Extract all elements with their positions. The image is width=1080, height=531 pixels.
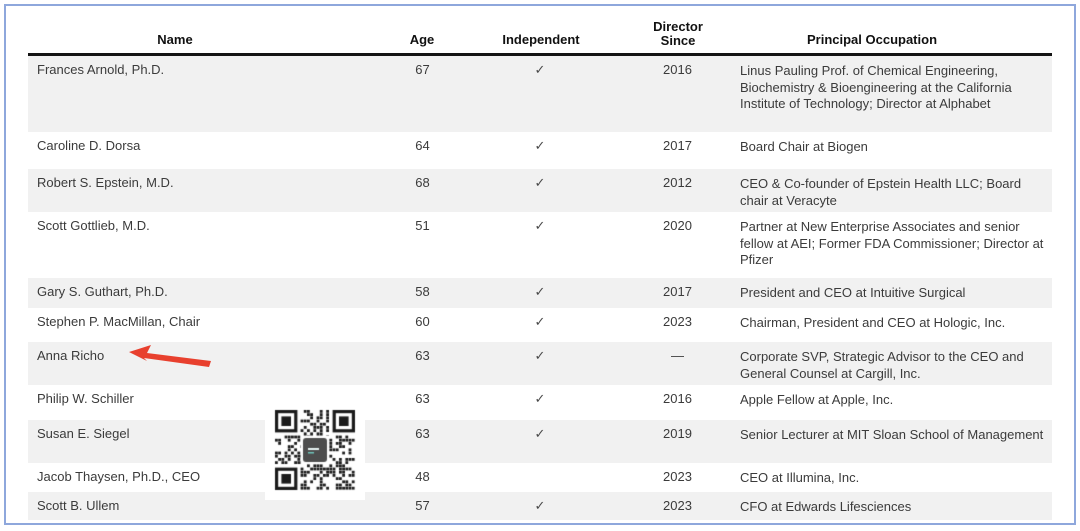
name-cell: Anna Richo <box>28 342 390 385</box>
header-age: Age <box>409 32 435 47</box>
name-cell: Philip W. Schiller <box>37 391 134 406</box>
header-principal-occupation: Principal Occupation <box>806 32 938 47</box>
age-cell: 63 <box>415 348 430 363</box>
name-cell: Jacob Thaysen, Ph.D., CEO <box>37 469 201 484</box>
director-since-cell: 2016 <box>663 391 692 406</box>
table-header-row <box>28 8 1052 56</box>
name-cell: Caroline D. Dorsa <box>37 138 141 153</box>
name-cell: Frances Arnold, Ph.D. <box>37 62 165 77</box>
table-row <box>28 492 1052 520</box>
name-cell: Scott Gottlieb, M.D. <box>37 218 150 233</box>
director-since-cell: 2012 <box>663 175 692 190</box>
age-cell: 60 <box>415 314 430 329</box>
directors-table <box>28 8 1052 520</box>
age-cell: 63 <box>415 391 430 406</box>
independent-check-cell: ✓ <box>534 426 546 441</box>
director-since-cell: 2023 <box>663 498 692 513</box>
director-since-cell: 2017 <box>663 284 692 299</box>
table-row <box>28 463 1052 492</box>
director-since-cell: 2023 <box>663 469 692 484</box>
independent-check-cell: ✓ <box>534 284 546 299</box>
director-since-cell: 2017 <box>663 138 692 153</box>
header-director-since: Director Since <box>653 19 703 48</box>
header-independent: Independent <box>502 32 580 47</box>
occupation-cell: Linus Pauling Prof. of Chemical Engineering, Biochemistry & Bioengineering at the California Institute of Technology; Director at Alphabet <box>740 63 1012 111</box>
age-cell: 63 <box>415 426 430 441</box>
table-row <box>28 342 1052 385</box>
occupation-cell: CFO at Edwards Lifesciences <box>740 499 912 514</box>
independent-check-cell: ✓ <box>534 175 546 190</box>
document-frame <box>4 4 1076 525</box>
director-since-cell: 2020 <box>663 218 692 233</box>
table-row <box>28 420 1052 463</box>
occupation-cell: Apple Fellow at Apple, Inc. <box>740 392 894 407</box>
director-since-cell: 2019 <box>663 426 692 441</box>
director-since-cell: — <box>671 348 684 363</box>
age-cell: 64 <box>415 138 430 153</box>
independent-check-cell: ✓ <box>534 62 546 77</box>
table-row <box>28 278 1052 308</box>
header-name: Name <box>157 32 193 47</box>
age-cell: 68 <box>415 175 430 190</box>
independent-check-cell: ✓ <box>534 348 546 363</box>
independent-check-cell: ✓ <box>534 218 546 233</box>
independent-check-cell: ✓ <box>534 314 546 329</box>
independent-check-cell <box>455 463 625 492</box>
age-cell: 57 <box>415 498 430 513</box>
occupation-cell: Chairman, President and CEO at Hologic, Inc. <box>740 315 1006 330</box>
table-row <box>28 56 1052 132</box>
name-cell: Scott B. Ullem <box>37 498 120 513</box>
name-cell: Robert S. Epstein, M.D. <box>37 175 174 190</box>
director-since-cell: 2016 <box>663 62 692 77</box>
name-cell: Gary S. Guthart, Ph.D. <box>37 284 168 299</box>
age-cell: 51 <box>415 218 430 233</box>
independent-check-cell: ✓ <box>534 391 546 406</box>
age-cell: 48 <box>415 469 430 484</box>
independent-check-cell: ✓ <box>534 498 546 513</box>
independent-check-cell: ✓ <box>534 138 546 153</box>
name-cell: Stephen P. MacMillan, Chair <box>37 314 201 329</box>
occupation-cell: Board Chair at Biogen <box>740 139 868 154</box>
director-since-cell: 2023 <box>663 314 692 329</box>
occupation-cell: Corporate SVP, Strategic Advisor to the CEO and General Counsel at Cargill, Inc. <box>740 349 1024 381</box>
table-row <box>28 308 1052 342</box>
red-arrow-icon <box>128 345 212 368</box>
occupation-cell: President and CEO at Intuitive Surgical <box>740 285 966 300</box>
table-body <box>28 56 1052 520</box>
qr-code <box>265 400 365 500</box>
occupation-cell: Partner at New Enterprise Associates and senior fellow at AEI; Former FDA Commissioner; Director at Pfizer <box>740 219 1044 267</box>
occupation-cell: CEO & Co-founder of Epstein Health LLC; Board chair at Veracyte <box>740 176 1022 208</box>
occupation-cell: CEO at Illumina, Inc. <box>740 470 860 485</box>
table-row <box>28 385 1052 420</box>
table-row <box>28 169 1052 212</box>
table-row <box>28 212 1052 278</box>
age-cell: 58 <box>415 284 430 299</box>
occupation-cell: Senior Lecturer at MIT Sloan School of Management <box>740 427 1044 442</box>
table-row <box>28 132 1052 169</box>
age-cell: 67 <box>415 62 430 77</box>
name-cell: Susan E. Siegel <box>37 426 130 441</box>
